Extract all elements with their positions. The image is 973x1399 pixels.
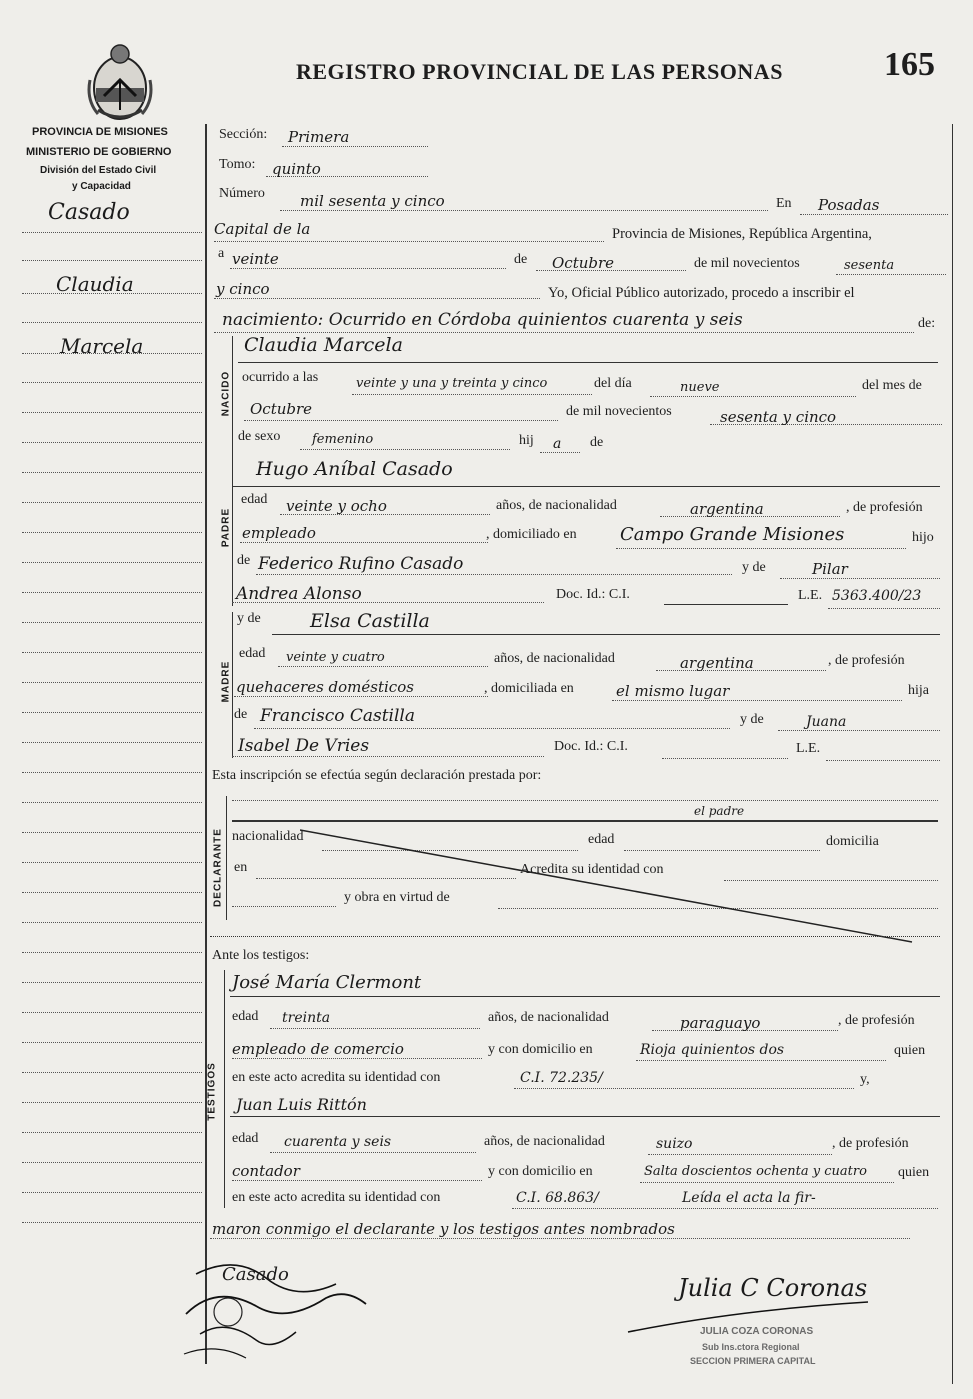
margin-given-name-1: Claudia: [56, 272, 134, 296]
signature-right: Julia C Coronas: [678, 1274, 868, 1302]
nacido-bracket: [232, 336, 233, 460]
margin-surname: Casado: [48, 200, 130, 225]
birth-mil-nov-label: de mil novecientos: [566, 404, 672, 419]
declarante-en-label: en: [234, 860, 248, 875]
ocurrido-label: ocurrido a las: [242, 370, 319, 385]
padre-doc-label: Doc. Id.: C.I.: [556, 587, 630, 602]
sexo-label: de sexo: [238, 429, 281, 444]
officer-text: Yo, Oficial Público autorizado, procedo a inscribir el: [548, 285, 855, 301]
witness2-quien-label: quien: [898, 1165, 930, 1180]
page-title: REGISTRO PROVINCIAL DE LAS PERSONAS: [296, 59, 783, 84]
witness2-profesion: contador: [232, 1162, 300, 1180]
org-province: PROVINCIA DE MISIONES: [32, 126, 168, 138]
nacido-side-label: NACIDO: [220, 370, 232, 417]
del-mes-label: del mes de: [862, 378, 922, 393]
witness2-prof-label: , de profesión: [832, 1136, 909, 1151]
hij-de-label: de: [590, 435, 604, 450]
act-text: nacimiento: Ocurrido en Córdoba quinientos cuarenta y seis: [222, 310, 743, 330]
seccion-value: Primera: [288, 128, 350, 146]
closing-text-b: maron conmigo el declarante y los testigos antes nombrados: [212, 1220, 675, 1238]
de-colon-label: de:: [918, 316, 936, 331]
del-dia-label: del día: [594, 376, 632, 391]
padre-nac-label: años, de nacionalidad: [496, 498, 617, 513]
witness2-name: Juan Luis Rittón: [236, 1095, 367, 1114]
witness2-domicilio: Salta doscientos ochenta y cuatro: [644, 1164, 867, 1179]
birth-year: sesenta y cinco: [720, 408, 837, 426]
madre-le-label: L.E.: [796, 741, 821, 756]
witness1-name: José María Clermont: [232, 972, 422, 993]
tomo-label: Tomo:: [219, 157, 256, 172]
madre-edad: veinte y cuatro: [286, 650, 385, 665]
margin-given-name-2: Marcela: [60, 334, 144, 358]
testigos-intro: Ante los testigos:: [212, 948, 310, 963]
day-value: veinte: [232, 250, 279, 268]
padre-dom-label: , domiciliado en: [486, 527, 577, 542]
witness1-domicilio: Rioja quinientos dos: [640, 1042, 785, 1058]
madre-mother-first: Juana: [806, 714, 847, 730]
org-division: División del Estado Civil: [40, 165, 157, 176]
padre-mother-rest: Andrea Alonso: [236, 584, 362, 604]
birth-day: nueve: [680, 380, 720, 395]
official-stamp-name: JULIA COZA CORONAS: [700, 1326, 814, 1337]
witness1-prof-label: , de profesión: [838, 1013, 915, 1028]
witness2-nacionalidad: suizo: [656, 1136, 693, 1152]
madre-mother-rest: Isabel De Vries: [238, 736, 370, 756]
tomo-value: quinto: [272, 160, 321, 178]
witness1-nac-label: años, de nacionalidad: [488, 1010, 609, 1025]
madre-side-label: MADRE: [220, 660, 232, 703]
madre-y-de2-label: y de: [740, 712, 764, 727]
padre-de-label: de: [237, 553, 251, 568]
padre-hijo-label: hijo: [912, 530, 934, 545]
madre-edad-label: edad: [239, 646, 266, 661]
witness1-nacionalidad: paraguayo: [680, 1014, 761, 1032]
right-margin-rule: [952, 124, 953, 1384]
sexo-value: femenino: [312, 432, 374, 447]
witness1-edad-label: edad: [232, 1009, 259, 1024]
numero-value: mil sesenta y cinco: [300, 192, 445, 210]
hij-label: hij: [519, 433, 534, 448]
declarante-edad-label: edad: [588, 832, 615, 847]
padre-side-label: PADRE: [220, 507, 232, 548]
official-stamp-office: SECCION PRIMERA CAPITAL: [690, 1356, 816, 1366]
padre-nacionalidad: argentina: [690, 500, 764, 518]
seccion-label: Sección:: [219, 127, 268, 142]
declarante-acredita-label: Acredita su identidad con: [520, 862, 664, 877]
mother-name: Elsa Castilla: [310, 610, 430, 632]
official-stamp-title: Sub Ins.ctora Regional: [702, 1342, 800, 1352]
padre-prof-label: , de profesión: [846, 500, 923, 515]
declarante-side-label: DECLARANTE: [212, 828, 224, 907]
declarante-dom-label: domicilia: [826, 834, 879, 849]
madre-de-label: de: [234, 707, 248, 722]
year-value: sesenta: [844, 258, 895, 273]
nacido-name: Claudia Marcela: [244, 334, 403, 356]
en-value: Posadas: [818, 196, 880, 214]
province-text: Provincia de Misiones, República Argentina,: [612, 226, 872, 242]
madre-doc-label: Doc. Id.: C.I.: [554, 739, 628, 754]
witness1-y-label: y,: [860, 1072, 870, 1087]
witness2-doc: C.I. 68.863/: [516, 1190, 599, 1206]
madre-nac-label: años, de nacionalidad: [494, 651, 615, 666]
birth-month: Octubre: [250, 400, 313, 418]
declarante-strike-line: [300, 826, 920, 946]
padre-bracket: [232, 460, 233, 606]
madre-profesion: quehaceres domésticos: [236, 678, 414, 696]
madre-nacionalidad: argentina: [680, 654, 754, 672]
witness1-dom-label: y con domicilio en: [488, 1042, 593, 1057]
declarante-intro: Esta inscripción se efectúa según declaración prestada por:: [212, 768, 542, 783]
witness2-edad-label: edad: [232, 1131, 259, 1146]
padre-domicilio: Campo Grande Misiones: [620, 524, 845, 545]
testigos-bracket: [224, 970, 225, 1208]
hij-suffix: a: [553, 436, 562, 452]
en-label: En: [776, 196, 792, 211]
witness1-quien-label: quien: [894, 1043, 926, 1058]
madre-bracket: [232, 612, 233, 758]
padre-le-label: L.E.: [798, 588, 823, 603]
witness1-doc: C.I. 72.235/: [520, 1070, 603, 1086]
org-capacity: y Capacidad: [72, 181, 131, 192]
madre-y-de-label: y de: [237, 611, 261, 626]
left-margin-rule: [205, 124, 207, 1364]
place-continuation: Capital de la: [214, 220, 311, 238]
declarante-nac-label: nacionalidad: [232, 829, 304, 844]
month-value: Octubre: [552, 254, 615, 272]
witness2-edad: cuarenta y seis: [284, 1134, 392, 1150]
madre-dom-label: , domiciliada en: [484, 681, 574, 696]
padre-mother-first: Pilar: [812, 560, 848, 578]
closing-text-a: Leída el acta la fir-: [682, 1190, 816, 1206]
witness2-dom-label: y con domicilio en: [488, 1164, 593, 1179]
numero-label: Número: [219, 186, 265, 201]
padre-le-value: 5363.400/23: [832, 588, 922, 604]
birth-time: veinte y una y treinta y cinco: [356, 376, 548, 391]
padre-father: Federico Rufino Casado: [258, 554, 464, 574]
coat-of-arms-emblem: [84, 40, 156, 122]
padre-edad: veinte y ocho: [286, 497, 387, 515]
de-label: de: [514, 252, 528, 267]
witness1-profesion: empleado de comercio: [232, 1040, 404, 1058]
madre-father: Francisco Castilla: [260, 706, 415, 726]
witness1-edad: treinta: [282, 1010, 331, 1026]
page-number: 165: [884, 46, 935, 83]
a-label: a: [218, 246, 225, 261]
testigos-side-label: TESTIGOS: [206, 1062, 218, 1121]
witness2-nac-label: años, de nacionalidad: [484, 1134, 605, 1149]
witness2-acredita-label: en este acto acredita su identidad con: [232, 1190, 441, 1205]
declarante-bracket: [226, 796, 227, 920]
org-ministry: MINISTERIO DE GOBIERNO: [26, 146, 172, 158]
declarante-value: el padre: [694, 804, 745, 818]
madre-domicilio: el mismo lugar: [616, 682, 730, 700]
father-name: Hugo Aníbal Casado: [256, 458, 453, 480]
witness1-acredita-label: en este acto acredita su identidad con: [232, 1070, 441, 1085]
padre-y-de-label: y de: [742, 560, 766, 575]
mil-novecientos-label: de mil novecientos: [694, 256, 800, 271]
padre-edad-label: edad: [241, 492, 268, 507]
madre-prof-label: , de profesión: [828, 653, 905, 668]
year-continuation: y cinco: [216, 280, 270, 298]
declarante-obra-label: y obra en virtud de: [344, 890, 450, 905]
padre-profesion: empleado: [242, 524, 316, 542]
signature-left: Casado: [222, 1264, 289, 1285]
madre-hija-label: hija: [908, 683, 929, 698]
